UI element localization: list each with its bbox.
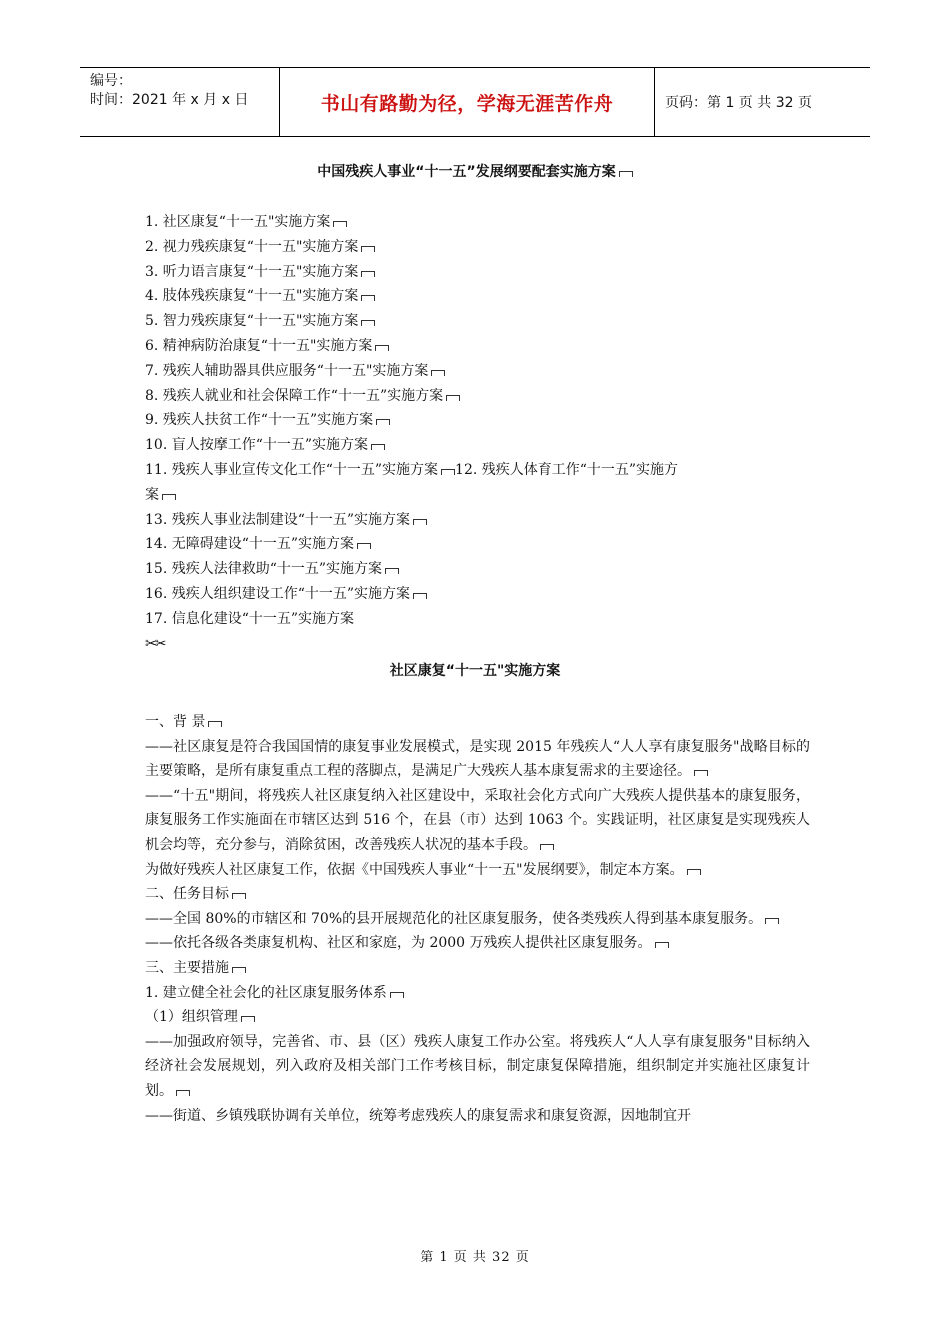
header-page-info: 页码：第 1 页 共 32 页 — [665, 95, 812, 111]
toc-item[interactable]: 1. 社区康复“十一五"实施方案 — [145, 210, 810, 235]
date-line: 时间：2021 年 x 月 x 日 — [90, 92, 249, 108]
paragraph: ——“十五"期间，将残疾人社区康复纳入社区建设中，采取社会化方式向广大残疾人提供基本的康复服务，康复服务工作实施面在市辖区达到 516 个，在县（市）达到 1063 个。实践证明，社区康复是实现残疾人机会均等，充分参与，消除贫困，改善残疾人状况的基本手段。 — [145, 787, 810, 853]
header-meta — [80, 68, 280, 136]
header-motto: 书山有路勤为径，学海无涯苦作舟 — [280, 68, 655, 136]
code-label: 编号： — [90, 73, 132, 89]
paragraph: ——社区康复是符合我国国情的康复事业发展模式，是实现 2015 年残疾人“人人享有康复服务"战略目标的主要策略，是所有康复重点工程的落脚点，是满足广大残疾人基本康复需求的主要途径。 — [145, 738, 810, 780]
page-header — [80, 67, 870, 137]
toc-item[interactable]: 8. 残疾人就业和社会保障工作“十一五”实施方案 — [145, 384, 810, 409]
heading-goals: 二、任务目标 — [145, 882, 810, 907]
paragraph: ——加强政府领导，完善省、市、县（区）残疾人康复工作办公室。将残疾人“人人享有康复服务"目标纳入经济社会发展规划，列入政府及相关部门工作考核目标，制定康复保障措施，组织制定并实施社区康复计划。 — [145, 1033, 810, 1099]
subheading: （1）组织管理 — [145, 1005, 810, 1030]
toc-item[interactable]: 3. 听力语言康复“十一五"实施方案 — [145, 260, 810, 285]
toc-item[interactable]: 13. 残疾人事业法制建设“十一五”实施方案 — [145, 508, 810, 533]
toc-item[interactable]: 17. 信息化建设“十一五”实施方案 — [145, 610, 355, 627]
document-title: 中国残疾人事业“十一五”发展纲要配套实施方案 — [0, 161, 950, 181]
toc-item[interactable]: 6. 精神病防治康复“十一五"实施方案 — [145, 334, 810, 359]
page-footer: 第 1 页 共 32 页 — [420, 1250, 530, 1265]
subheading: 1. 建立健全社会化的社区康复服务体系 — [145, 981, 810, 1006]
paragraph: ——全国 80%的市辖区和 70%的县开展规范化的社区康复服务，使各类残疾人得到基本康复服务。 — [145, 907, 810, 932]
heading-background: 一、背 景 — [145, 710, 810, 735]
toc-item[interactable]: 5. 智力残疾康复“十一五"实施方案 — [145, 309, 810, 334]
paragraph: ——依托各级各类康复机构、社区和家庭，为 2000 万残疾人提供社区康复服务。 — [145, 931, 810, 956]
toc-item[interactable]: 9. 残疾人扶贫工作“十一五”实施方案 — [145, 408, 810, 433]
heading-measures: 三、主要措施 — [145, 956, 810, 981]
toc-item[interactable]: 7. 残疾人辅助器具供应服务“十一五"实施方案 — [145, 359, 810, 384]
toc-item[interactable]: 10. 盲人按摩工作“十一五”实施方案 — [145, 433, 810, 458]
toc-item[interactable]: 11. 残疾人事业宣传文化工作“十一五”实施方案 12. 残疾人体育工作“十一五”实施方 — [145, 461, 679, 478]
toc-item[interactable]: 案 — [145, 483, 810, 508]
scissors-ornament-icon: ✂✂ — [145, 636, 165, 652]
body-text — [145, 710, 810, 1128]
toc-item[interactable]: 16. 残疾人组织建设工作“十一五”实施方案 — [145, 582, 810, 607]
paragraph: ——街道、乡镇残联协调有关单位，统筹考虑残疾人的康复需求和康复资源，因地制宜开 — [145, 1107, 691, 1124]
section-title: 社区康复“十一五"实施方案 — [389, 663, 561, 679]
toc-item[interactable]: 4. 肢体残疾康复“十一五"实施方案 — [145, 284, 810, 309]
paragraph: 为做好残疾人社区康复工作，依据《中国残疾人事业“十一五"发展纲要》，制定本方案。 — [145, 858, 810, 883]
table-of-contents — [145, 210, 810, 632]
toc-item[interactable]: 2. 视力残疾康复“十一五"实施方案 — [145, 235, 810, 260]
toc-item[interactable]: 15. 残疾人法律救助“十一五”实施方案 — [145, 557, 810, 582]
toc-item[interactable]: 14. 无障碍建设“十一五”实施方案 — [145, 532, 810, 557]
